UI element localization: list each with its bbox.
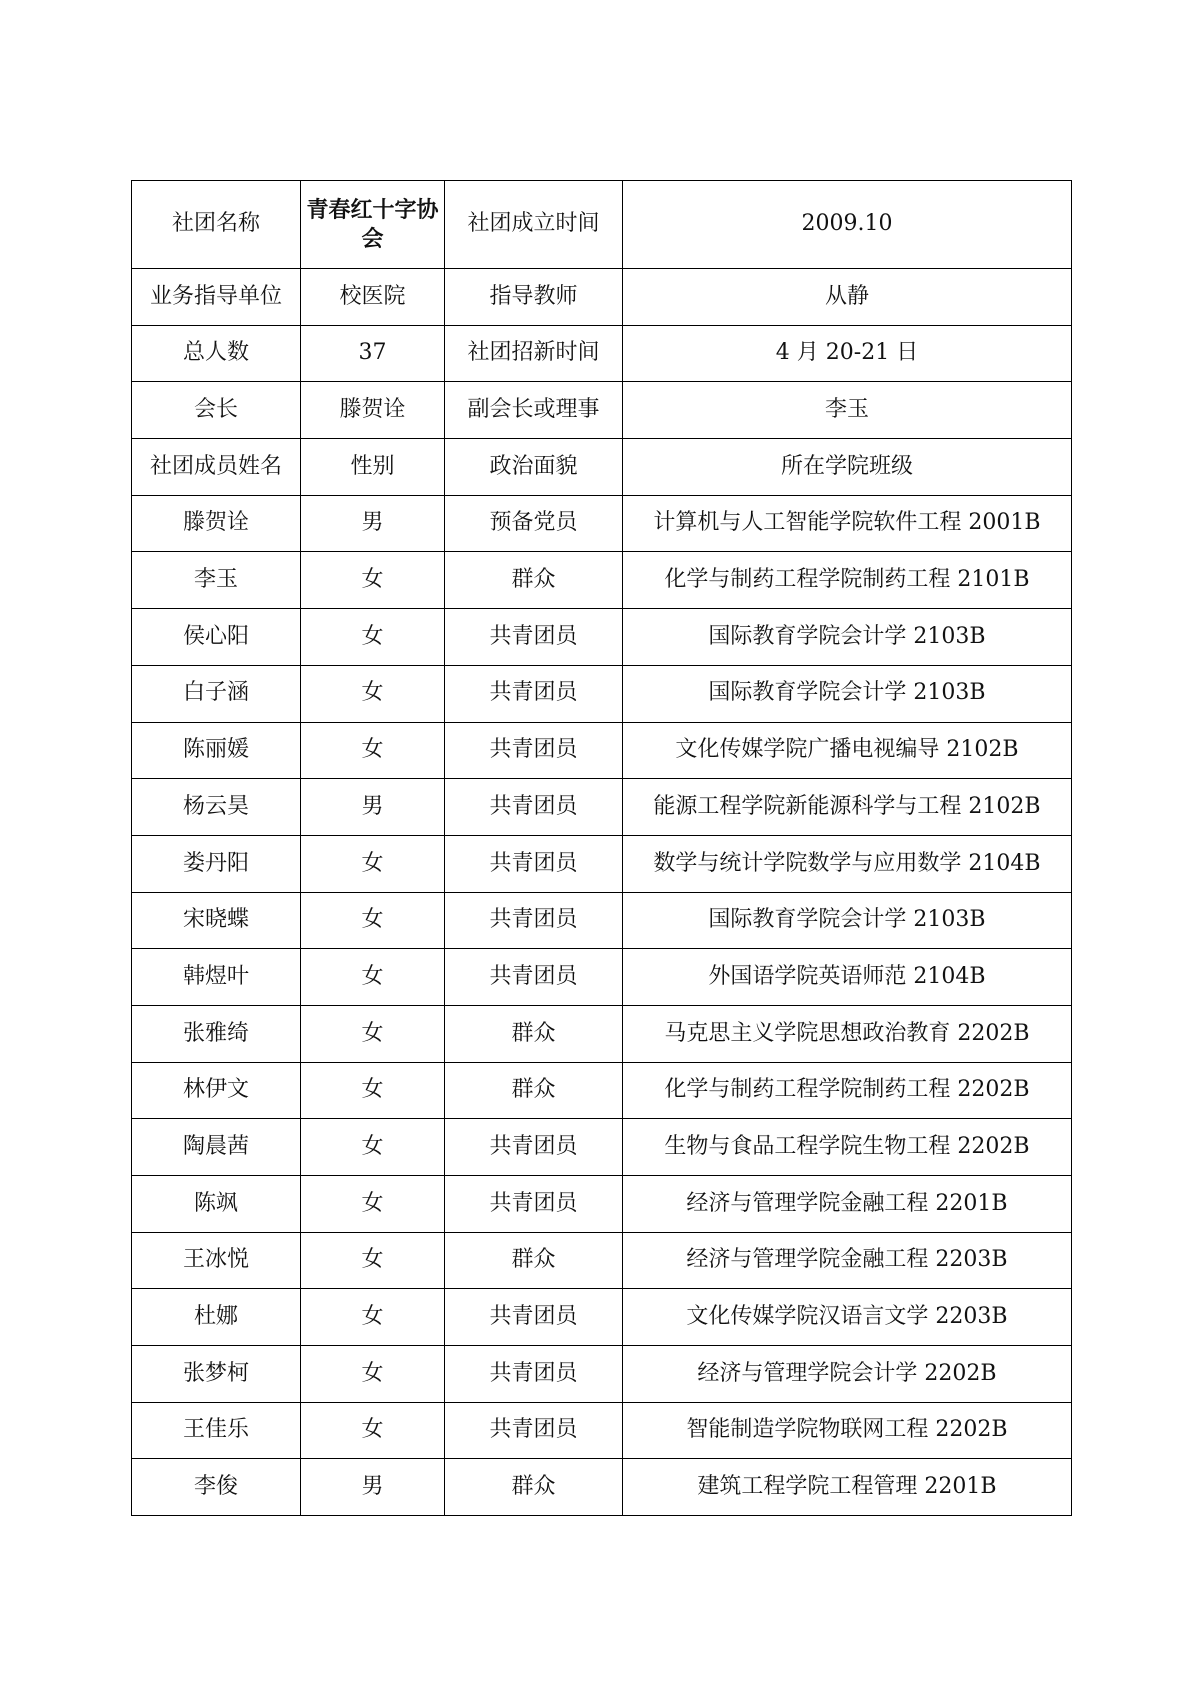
member-gender: 女 <box>301 1346 445 1403</box>
member-college-class: 化学与制药工程学院制药工程 2202B <box>623 1062 1072 1119</box>
member-college-class: 国际教育学院会计学 2103B <box>623 609 1072 666</box>
club-info-body <box>132 181 1072 496</box>
table-row <box>132 609 1072 666</box>
member-name: 张雅绮 <box>132 1005 301 1062</box>
table-row <box>132 779 1072 836</box>
table-row <box>132 552 1072 609</box>
member-political-status: 共青团员 <box>445 835 623 892</box>
member-college-class: 国际教育学院会计学 2103B <box>623 665 1072 722</box>
member-political-status: 共青团员 <box>445 949 623 1006</box>
member-political-status: 群众 <box>445 1005 623 1062</box>
member-gender: 女 <box>301 1289 445 1346</box>
member-political-status: 群众 <box>445 1232 623 1289</box>
member-rows <box>132 495 1072 1515</box>
president-label: 会长 <box>132 382 301 439</box>
recruit-time-value: 4 月 20-21 日 <box>623 325 1072 382</box>
member-political-status: 共青团员 <box>445 609 623 666</box>
club-name-value: 青春红十字协会 <box>301 181 445 269</box>
table-row <box>132 1005 1072 1062</box>
member-gender: 女 <box>301 1402 445 1459</box>
member-college-class: 能源工程学院新能源科学与工程 2102B <box>623 779 1072 836</box>
member-name: 陈丽媛 <box>132 722 301 779</box>
member-gender: 女 <box>301 665 445 722</box>
member-name: 宋晓蝶 <box>132 892 301 949</box>
total-value: 37 <box>301 325 445 382</box>
member-gender: 女 <box>301 1062 445 1119</box>
member-name: 林伊文 <box>132 1062 301 1119</box>
table-row <box>132 1289 1072 1346</box>
member-political-status: 共青团员 <box>445 1402 623 1459</box>
table-row <box>132 1119 1072 1176</box>
member-gender: 女 <box>301 949 445 1006</box>
member-political-status: 共青团员 <box>445 1119 623 1176</box>
member-name: 侯心阳 <box>132 609 301 666</box>
row-president <box>132 382 1072 439</box>
table-row <box>132 665 1072 722</box>
table-row <box>132 495 1072 552</box>
member-name: 陈飒 <box>132 1176 301 1233</box>
member-name: 李玉 <box>132 552 301 609</box>
member-college-class: 数学与统计学院数学与应用数学 2104B <box>623 835 1072 892</box>
member-political-status: 群众 <box>445 1062 623 1119</box>
supervisor-unit-label: 业务指导单位 <box>132 269 301 326</box>
table-row <box>132 1062 1072 1119</box>
member-college-class: 建筑工程学院工程管理 2201B <box>623 1459 1072 1516</box>
member-gender: 女 <box>301 1176 445 1233</box>
member-gender: 男 <box>301 1459 445 1516</box>
member-name: 杨云昊 <box>132 779 301 836</box>
member-name: 李俊 <box>132 1459 301 1516</box>
column-header-class: 所在学院班级 <box>623 439 1072 496</box>
supervisor-unit-value: 校医院 <box>301 269 445 326</box>
member-name: 滕贺诠 <box>132 495 301 552</box>
table-row <box>132 1232 1072 1289</box>
club-info-table <box>131 180 1072 1516</box>
vice-label: 副会长或理事 <box>445 382 623 439</box>
member-college-class: 文化传媒学院广播电视编导 2102B <box>623 722 1072 779</box>
column-header-gender: 性别 <box>301 439 445 496</box>
member-college-class: 化学与制药工程学院制药工程 2101B <box>623 552 1072 609</box>
member-gender: 女 <box>301 1232 445 1289</box>
member-gender: 女 <box>301 1005 445 1062</box>
member-name: 王冰悦 <box>132 1232 301 1289</box>
member-college-class: 马克思主义学院思想政治教育 2202B <box>623 1005 1072 1062</box>
member-gender: 女 <box>301 1119 445 1176</box>
member-name: 陶晨茜 <box>132 1119 301 1176</box>
member-gender: 男 <box>301 779 445 836</box>
president-value: 滕贺诠 <box>301 382 445 439</box>
total-label: 总人数 <box>132 325 301 382</box>
member-political-status: 共青团员 <box>445 1346 623 1403</box>
member-college-class: 经济与管理学院金融工程 2203B <box>623 1232 1072 1289</box>
table-row <box>132 1346 1072 1403</box>
member-political-status: 共青团员 <box>445 665 623 722</box>
advisor-value: 从静 <box>623 269 1072 326</box>
founded-value: 2009.10 <box>623 181 1072 269</box>
column-header-name: 社团成员姓名 <box>132 439 301 496</box>
member-college-class: 智能制造学院物联网工程 2202B <box>623 1402 1072 1459</box>
member-college-class: 经济与管理学院金融工程 2201B <box>623 1176 1072 1233</box>
member-name: 王佳乐 <box>132 1402 301 1459</box>
member-political-status: 共青团员 <box>445 892 623 949</box>
table-row <box>132 1459 1072 1516</box>
member-political-status: 群众 <box>445 552 623 609</box>
member-political-status: 预备党员 <box>445 495 623 552</box>
member-political-status: 共青团员 <box>445 779 623 836</box>
member-political-status: 群众 <box>445 1459 623 1516</box>
member-political-status: 共青团员 <box>445 722 623 779</box>
member-header-row <box>132 439 1072 496</box>
member-college-class: 文化传媒学院汉语言文学 2203B <box>623 1289 1072 1346</box>
member-name: 杜娜 <box>132 1289 301 1346</box>
table-row <box>132 722 1072 779</box>
member-gender: 女 <box>301 552 445 609</box>
table-row <box>132 1176 1072 1233</box>
vice-value: 李玉 <box>623 382 1072 439</box>
member-gender: 女 <box>301 722 445 779</box>
member-college-class: 生物与食品工程学院生物工程 2202B <box>623 1119 1072 1176</box>
member-name: 韩煜叶 <box>132 949 301 1006</box>
table-row <box>132 835 1072 892</box>
member-gender: 女 <box>301 609 445 666</box>
member-name: 白子涵 <box>132 665 301 722</box>
member-gender: 男 <box>301 495 445 552</box>
column-header-status: 政治面貌 <box>445 439 623 496</box>
member-gender: 女 <box>301 892 445 949</box>
row-total <box>132 325 1072 382</box>
advisor-label: 指导教师 <box>445 269 623 326</box>
table-row <box>132 949 1072 1006</box>
row-club-name <box>132 181 1072 269</box>
member-political-status: 共青团员 <box>445 1176 623 1233</box>
row-supervisor <box>132 269 1072 326</box>
founded-label: 社团成立时间 <box>445 181 623 269</box>
member-college-class: 经济与管理学院会计学 2202B <box>623 1346 1072 1403</box>
recruit-time-label: 社团招新时间 <box>445 325 623 382</box>
member-college-class: 国际教育学院会计学 2103B <box>623 892 1072 949</box>
table-row <box>132 892 1072 949</box>
member-name: 娄丹阳 <box>132 835 301 892</box>
member-college-class: 外国语学院英语师范 2104B <box>623 949 1072 1006</box>
member-gender: 女 <box>301 835 445 892</box>
member-college-class: 计算机与人工智能学院软件工程 2001B <box>623 495 1072 552</box>
member-political-status: 共青团员 <box>445 1289 623 1346</box>
club-name-label: 社团名称 <box>132 181 301 269</box>
member-name: 张梦柯 <box>132 1346 301 1403</box>
table-row <box>132 1402 1072 1459</box>
